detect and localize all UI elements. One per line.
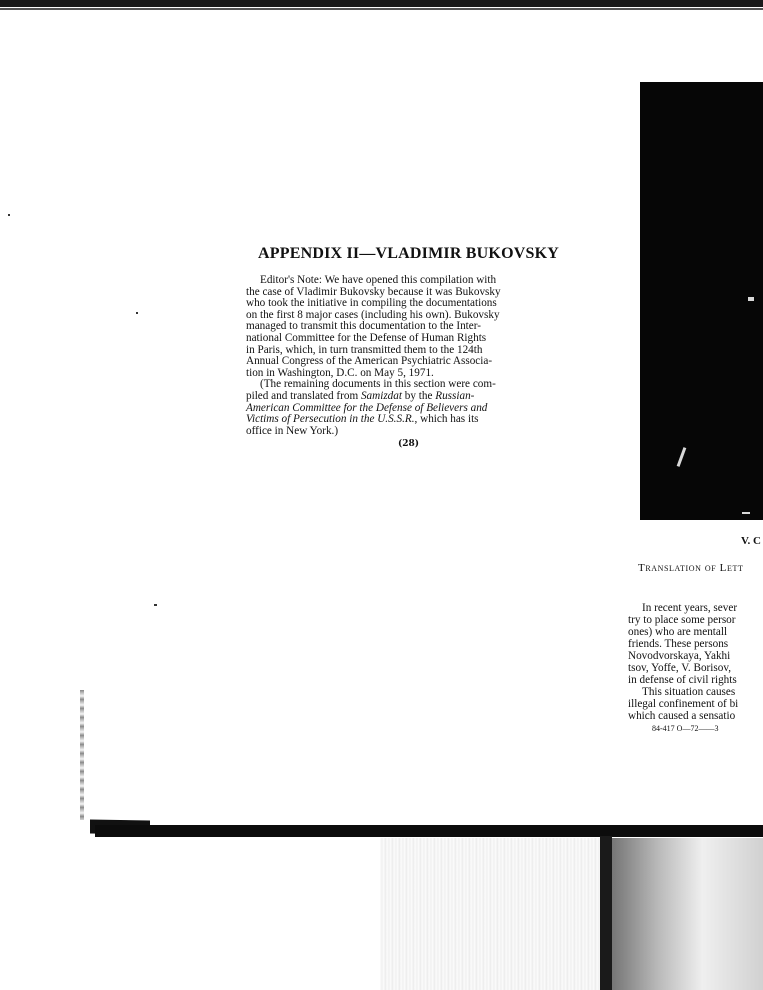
- text-line: Novodvorskaya, Yakhi: [628, 650, 731, 662]
- text-line: on the first 8 major cases (including his own). Bukovsky: [246, 308, 500, 321]
- editors-note-paragraph: [246, 275, 571, 379]
- text-line: in defense of civil rights: [628, 674, 737, 686]
- text-line: Editor's Note: We have opened this compilation with: [260, 274, 497, 286]
- text-line: tion in Washington, D.C. on May 5, 1971.: [246, 366, 434, 379]
- text-line: ones) who are mentall: [628, 626, 728, 638]
- scan-top-edge-thin: [0, 8, 763, 10]
- left-page: [246, 245, 571, 449]
- text-line: in Paris, which, in turn transmitted them to the 124th: [246, 343, 483, 356]
- letter-heading: Translation of Lett: [638, 562, 744, 574]
- text-line: piled and translated from Samizdat by the Russian-: [246, 389, 475, 402]
- text-line: This situation causes: [642, 686, 736, 698]
- scan-bottom-shadow: [95, 825, 763, 837]
- scan-top-edge: [0, 0, 763, 7]
- text-line: illegal confinement of bi: [628, 698, 739, 710]
- text-line: American Committee for the Defense of Believers and: [246, 401, 488, 414]
- text-line: national Committee for the Defense of Human Rights: [246, 331, 487, 344]
- photo-highlight: [677, 447, 687, 467]
- text-line: try to place some persor: [628, 614, 736, 626]
- page-number: (28): [397, 439, 420, 450]
- scan-speck: [136, 312, 138, 314]
- samizdat-italic: Samizdat: [360, 389, 402, 402]
- scan-speck: [154, 604, 157, 606]
- text-line: tsov, Yoffe, V. Borisov,: [628, 662, 731, 674]
- text-line: who took the initiative in compiling the documentations: [246, 297, 497, 310]
- photo-caption: V. C: [741, 535, 761, 547]
- photo-highlight: [748, 297, 754, 301]
- print-code: 84-417 O—72——3: [652, 724, 719, 733]
- scan-edge-shadow: [80, 690, 84, 820]
- text-line: In recent years, sever: [642, 602, 738, 614]
- text-line: managed to transmit this documentation to the Inter-: [246, 320, 481, 333]
- text-line: Victims of Persecution in the U.S.S.R., which has its: [246, 413, 479, 426]
- portrait-photo: [640, 82, 763, 520]
- book-gutter: [600, 836, 612, 990]
- text-line: Annual Congress of the American Psychiatric Associa-: [246, 355, 493, 368]
- page-title: APPENDIX II—VLADIMIR BUKOVSKY: [258, 245, 559, 262]
- text-line: which caused a sensatio: [628, 710, 736, 722]
- text-line: (The remaining documents in this section were com-: [260, 378, 496, 391]
- scan-gutter-gradient: [612, 838, 763, 990]
- text-line: the case of Vladimir Bukovsky because it was Bukovsky: [246, 285, 501, 298]
- scan-gutter-noise: [380, 838, 600, 990]
- text-line: office in New York.): [246, 424, 339, 437]
- photo-highlight: [742, 512, 750, 514]
- scan-speck: [8, 214, 10, 216]
- text-line: friends. These persons: [628, 638, 729, 650]
- remaining-documents-paragraph: [246, 379, 571, 437]
